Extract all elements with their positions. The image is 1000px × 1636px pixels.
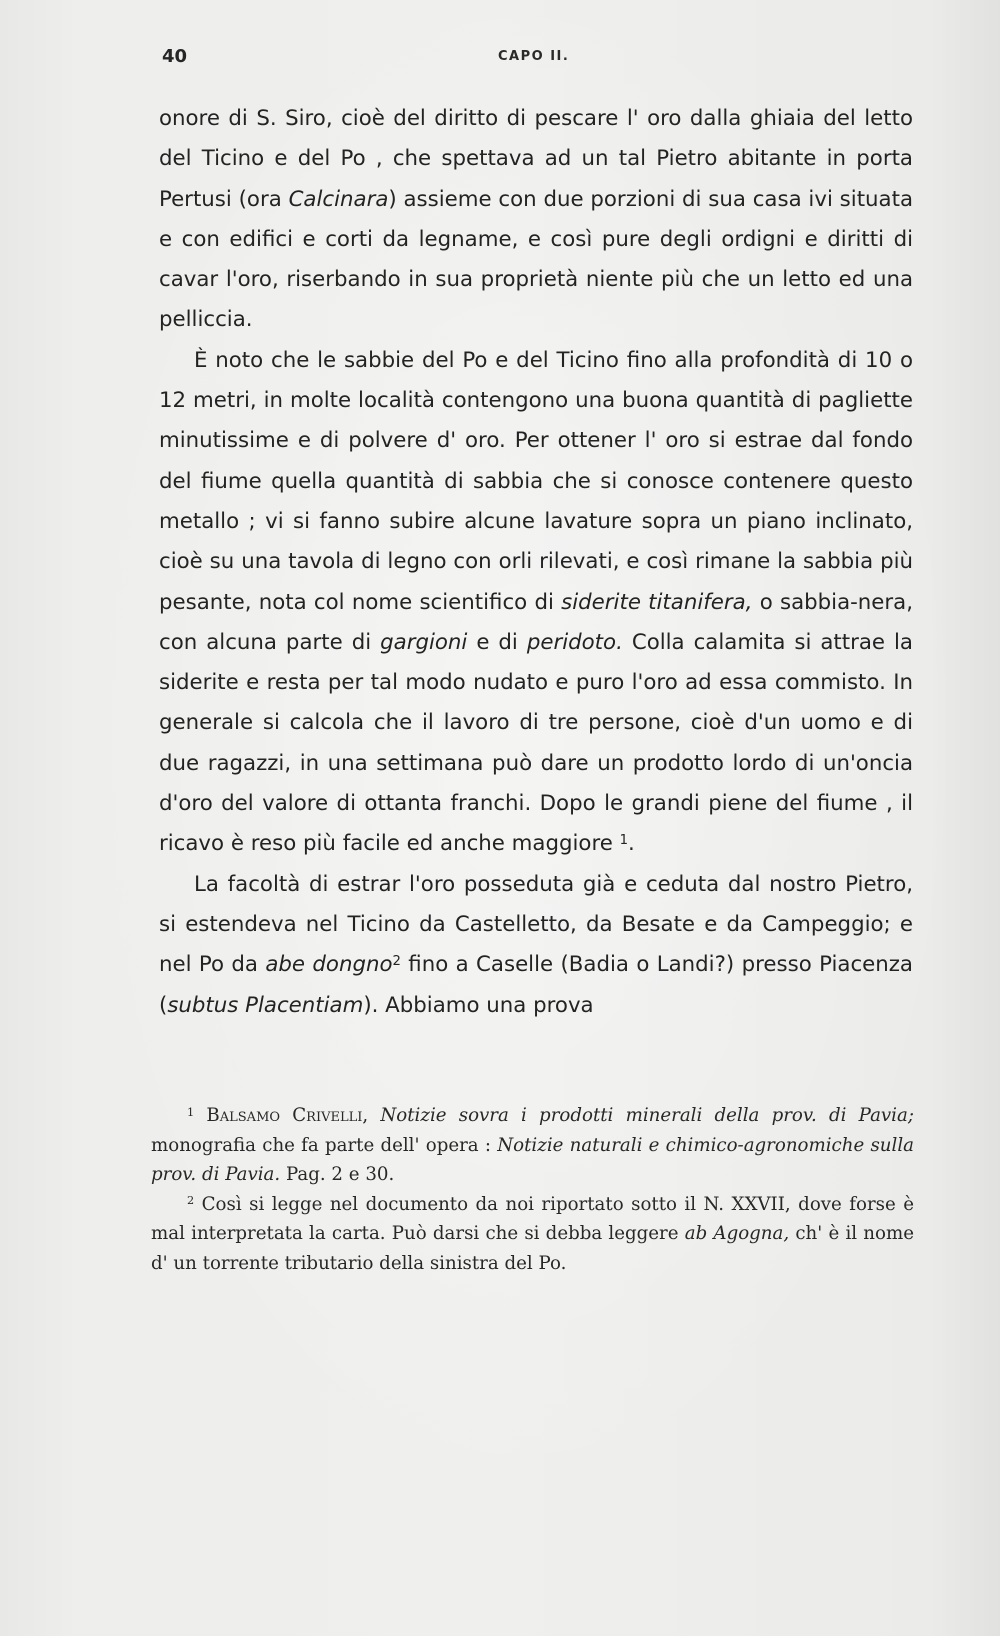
paragraph-1: onore di S. Siro, cioè del diritto di pescare l' oro dalla ghiaia del letto del Ticino e del Po , che spettava ad un tal Pietro abitante in porta Pertusi (ora Calcinara) assieme con due porzioni di sua casa ivi situata e con edifici e corti da legname, e così pure degli ordigni e diritti di cavar l'oro, riserbando in sua proprietà niente più che un letto ed una pelliccia. xyxy=(159,106,913,333)
footnotes xyxy=(151,1101,914,1278)
italic-term: Calcinara xyxy=(288,186,389,212)
body-text xyxy=(159,99,913,1026)
paragraph-2: È noto che le sabbie del Po e del Ticino fino alla profondità di 10 o 12 metri, in molte località contengono una buona quantità di pagliette minutissime e di polvere d' oro. Per ottener l' oro si estrae dal fondo del fiume quella quantità di sabbia che si conosce contenere questo metallo ; vi si fanno subire alcune lavature sopra un piano inclinato, cioè su una tavola di legno con orli rilevati, e così rimane la sabbia più pesante, nota col nome scientifico di siderite titanifera, o sabbia-nera, con alcuna parte di gargioni e di peridoto. Colla calamita si attrae la siderite e resta per tal modo nudato e puro l'oro ad essa commisto. In generale si calcola che il lavoro di tre persone, cioè d'un uomo e di due ragazzi, in una settimana può dare un prodotto lordo di un'oncia d'oro del valore di ottanta franchi. Dopo le grandi piene del fiume , il ricavo è reso più facile ed anche maggiore $^1$. xyxy=(159,347,913,857)
footnote-mark: 2 xyxy=(187,1194,195,1208)
page-number: 40 xyxy=(162,46,188,67)
footnote-ref-1[interactable]: 1 xyxy=(619,833,629,849)
footnote-mark: 1 xyxy=(187,1105,195,1119)
italic-term: siderite titanifera, xyxy=(561,589,753,615)
paragraph-3: La facoltà di estrar l'oro posseduta già e ceduta dal nostro Pietro, si estendeva nel Ticino da Castelletto, da Besate e da Campeggio; e nel Po da abe dongno$^2$ fino a Caselle (Badia o Landi?) presso Piacenza (subtus Placentiam). Abbiamo una prova xyxy=(159,871,913,1018)
footnote-title: Notizie sovra i prodotti minerali della prov. di Pavia; xyxy=(380,1105,914,1126)
italic-term: subtus Placentiam xyxy=(167,992,364,1018)
footnote-ref-2[interactable]: 2 xyxy=(392,954,401,970)
italic-term: gargioni xyxy=(380,629,468,655)
footnote-author: Balsamo Crivelli, xyxy=(206,1105,369,1126)
footnote-italic: ab Agogna, xyxy=(684,1223,790,1244)
italic-term: abe dongno xyxy=(265,952,393,978)
chapter-title: CAPO II. xyxy=(498,49,570,64)
footnote-1: $^1$ Balsamo Crivelli, Notizie sovra i prodotti minerali della prov. di Pavia; monografia che fa parte dell' opera : Notizie naturali e chimico-agronomiche sulla prov. di Pavia. Pag. 2 e 30. xyxy=(151,1105,914,1185)
italic-term: peridoto. xyxy=(526,629,623,655)
footnote-title: Notizie naturali e chimico-agronomiche sulla prov. di Pavia. xyxy=(151,1134,914,1185)
footnote-2: $^2$ Così si legge nel documento da noi riportato sotto il N. XXVII, dove forse è mal interpretata la carta. Può darsi che si debba leggere ab Agogna, ch' è il nome d' un torrente tributario della sinistra del Po. xyxy=(151,1193,914,1274)
running-header xyxy=(162,46,922,76)
